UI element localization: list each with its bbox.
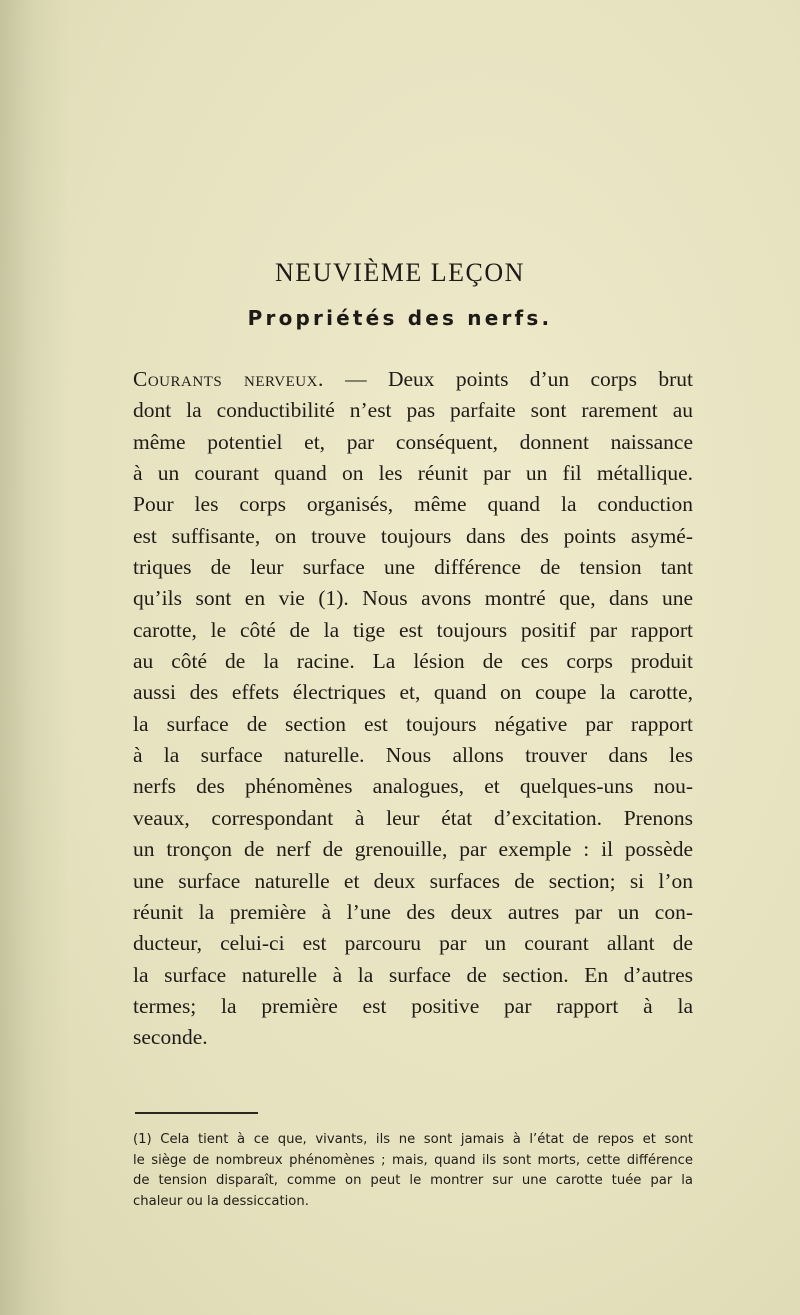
body-line: termes; la première est positive par rapport à la	[133, 993, 693, 1018]
section-lead: Courants nerveux.	[133, 367, 324, 391]
body-line: dont la conductibilité n’est pas parfaite sont rarement au	[133, 398, 693, 423]
body-text	[133, 364, 693, 1054]
body-line: est suffisante, on trouve toujours dans des points asymé-	[133, 523, 693, 548]
body-line: qu’ils sont en vie (1). Nous avons montré que, dans une	[133, 586, 693, 611]
footnote	[133, 1130, 693, 1212]
body-line: ducteur, celui-ci est parcouru par un courant allant de	[133, 931, 693, 956]
body-line: une surface naturelle et deux surfaces de section; si l’on	[133, 868, 693, 893]
footnote-line: le siège de nombreux phénomènes ; mais, quand ils sont morts, cette différence	[133, 1152, 693, 1168]
body-line: seconde.	[133, 1025, 208, 1050]
body-line: à la surface naturelle. Nous allons trouver dans les	[133, 743, 693, 768]
body-line: un tronçon de nerf de grenouille, par exemple : il possède	[133, 837, 693, 862]
body-line: même potentiel et, par conséquent, donnent naissance	[133, 429, 693, 454]
body-line: Pour les corps organisés, même quand la conduction	[133, 492, 693, 517]
body-line: triques de leur surface une différence de tension tant	[133, 555, 693, 580]
body-line: la surface de section est toujours négative par rapport	[133, 711, 693, 736]
body-line: au côté de la racine. La lésion de ces corps produit	[133, 649, 693, 674]
body-line: à un courant quand on les réunit par un fil métallique.	[133, 461, 693, 486]
body-line: Courants nerveux. — Deux points d’un corps brut	[133, 367, 694, 391]
body-line: la surface naturelle à la surface de section. En d’autres	[133, 962, 693, 987]
body-line: carotte, le côté de la tige est toujours positif par rapport	[133, 617, 693, 642]
body-line: réunit la première à l’une des deux autres par un con-	[133, 899, 693, 924]
body-line: veaux, correspondant à leur état d’excitation. Prenons	[133, 805, 693, 830]
body-line: aussi des effets électriques et, quand on coupe la carotte,	[133, 680, 693, 705]
footnote-line: de tension disparaît, comme on peut le montrer sur une carotte tuée par la	[133, 1173, 693, 1188]
footnote-line: chaleur ou la dessiccation.	[133, 1193, 309, 1209]
chapter-title: NEUVIÈME LEÇON	[275, 258, 525, 287]
body-line: nerfs des phénomènes analogues, et quelques-uns nou-	[133, 774, 693, 799]
footnote-divider	[135, 1112, 258, 1114]
section-title: Propriétés des nerfs.	[247, 306, 553, 330]
footnote-line: (1) Cela tient à ce que, vivants, ils ne sont jamais à l’état de repos et sont	[133, 1132, 693, 1147]
